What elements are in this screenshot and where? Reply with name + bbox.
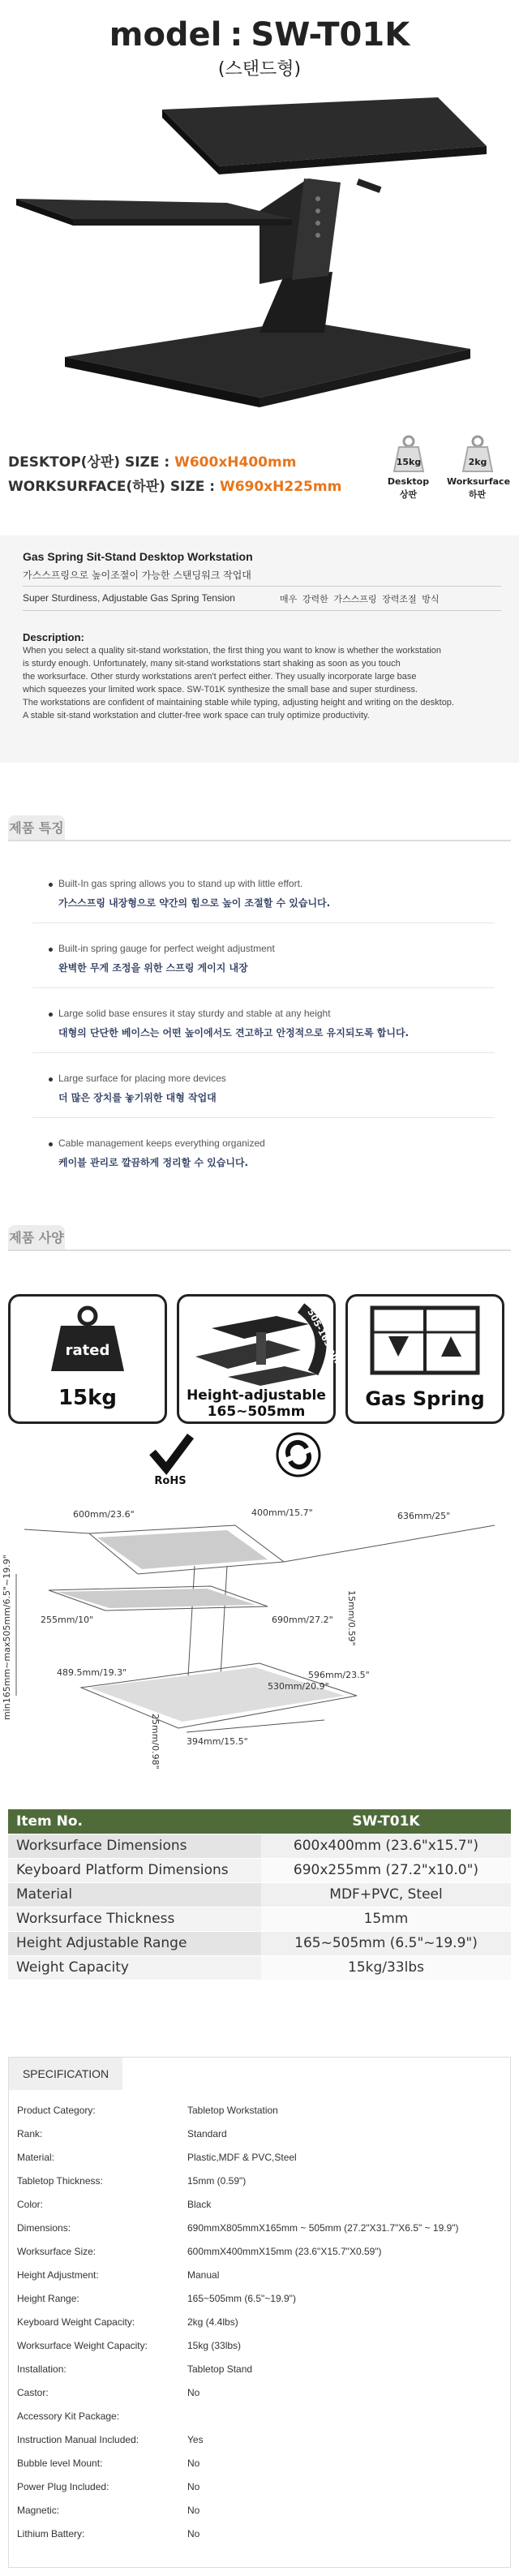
- list-item: [9, 2169, 512, 2192]
- specification-title: SPECIFICATION: [9, 2058, 122, 2090]
- desktop-size: [8, 450, 357, 475]
- bullet-icon: [49, 1142, 53, 1146]
- spec-value: 2kg (4.4lbs): [187, 2316, 238, 2328]
- list-item: [9, 2216, 512, 2239]
- spec-value: 600x400mm (23.6"x15.7"): [261, 1834, 511, 1858]
- spec-key: Worksurface Dimensions: [8, 1834, 261, 1858]
- dim-base-w2: 530mm/20.9": [268, 1681, 329, 1692]
- spec-key: Power Plug Included:: [17, 2481, 109, 2492]
- spec-key: Magnetic:: [17, 2505, 60, 2516]
- table-row: [8, 1955, 511, 1980]
- dim-base-side: 489.5mm/19.3": [57, 1667, 127, 1678]
- feature-en: Large surface for placing more devices: [58, 1073, 226, 1084]
- spec-key: Keyboard Weight Capacity:: [17, 2316, 135, 2328]
- table-row: [8, 1858, 511, 1882]
- spec-value: Plastic,MDF & PVC,Steel: [187, 2152, 297, 2163]
- weight-name: Desktop: [387, 476, 430, 487]
- list-item: [9, 2098, 512, 2122]
- spec-value: No: [187, 2528, 200, 2539]
- tab-spec: 제품 사양: [8, 1225, 65, 1249]
- list-item: [9, 2428, 512, 2451]
- spec-value: 15kg (33lbs): [187, 2340, 242, 2351]
- weight-icon: [11, 1301, 165, 1374]
- spec-value: Tabletop Workstation: [187, 2105, 278, 2116]
- rated-load-card: [8, 1294, 167, 1424]
- spec-key: Worksurface Size:: [17, 2246, 97, 2257]
- height-caption: Height-adjustable: [187, 1387, 326, 1404]
- weight-value: 15kg: [396, 457, 421, 467]
- spec-key: Installation:: [17, 2363, 66, 2375]
- list-item: [9, 2239, 512, 2263]
- feature-ko: 대형의 단단한 베이스는 어떤 높이에서도 견고하고 안정적으로 유지되도록 합니다.: [58, 1027, 410, 1039]
- spec-key: Castor:: [17, 2387, 49, 2398]
- bullet-icon: [49, 1077, 53, 1082]
- spec-table-header: [8, 1809, 511, 1834]
- spec-value: 690mmX805mmX165mm ~ 505mm (27.2"X31.7"X6.5" ~ 19.9"): [187, 2222, 459, 2234]
- spec-value: 600mmX400mmX15mm (23.6"X15.7"X0.59"): [187, 2246, 382, 2257]
- rated-value: 15kg: [58, 1386, 118, 1410]
- description-line: When you select a quality sit-stand workstation, the first thing you want to know is whether the workstation: [23, 646, 442, 656]
- description-title-ko: 가스스프링으로 높이조절이 가능한 스탠딩워크 작업대: [23, 570, 251, 581]
- list-item: [9, 2192, 512, 2216]
- description-line: is sturdy enough. Unfortunately, many sit-stand workstations start shaking as soon as you touch: [23, 659, 401, 669]
- worksurface-size: [8, 475, 357, 499]
- spec-key: Instruction Manual Included:: [17, 2434, 139, 2445]
- spec-table: [8, 1809, 511, 1980]
- spec-key: Tabletop Thickness:: [17, 2175, 103, 2187]
- weight-ko: 상판: [399, 489, 418, 500]
- weight-value: 2kg: [468, 457, 487, 467]
- weight-badges: [378, 434, 516, 523]
- list-item: [9, 2404, 512, 2428]
- spec-header-key: Item No.: [8, 1809, 261, 1834]
- spec-key: Height Adjustable Range: [8, 1931, 261, 1955]
- spec-value: 15mm: [261, 1907, 511, 1931]
- size-block: [8, 450, 357, 499]
- weight-name: Worksurface: [447, 476, 511, 487]
- feature-ko: 가스스프링 내장형으로 약간의 힘으로 높이 조절할 수 있습니다.: [58, 897, 331, 909]
- description-feature-ko: 매우 강력한 가스스프링 장력조절 방식: [280, 594, 440, 604]
- model-subtitle: (스탠드형): [217, 59, 302, 80]
- bullet-icon: [49, 1013, 53, 1017]
- worksurface-size-value: W690xH225mm: [219, 479, 342, 495]
- spec-value: No: [187, 2481, 200, 2492]
- dim-top-width: 600mm/23.6": [73, 1509, 135, 1520]
- list-item: [9, 2498, 512, 2522]
- height-adjust-icon: [179, 1300, 343, 1389]
- spec-value: 165~505mm (6.5"~19.9"): [261, 1931, 511, 1955]
- table-row: [8, 1931, 511, 1955]
- spec-key: Height Range:: [17, 2293, 79, 2304]
- divider: [23, 610, 501, 611]
- gas-spring-card: [345, 1294, 504, 1424]
- model-title: [0, 16, 519, 54]
- list-item: [9, 2357, 512, 2380]
- description-line: which squeezes your limited work space. SW-T01K synthesize the small base and super sturdiness.: [23, 685, 418, 695]
- divider: [23, 586, 501, 587]
- list-item: [9, 2522, 512, 2545]
- specification-list: [9, 2098, 512, 2545]
- dim-top-depth: 400mm/15.7": [251, 1507, 313, 1518]
- feature-item: [32, 1063, 495, 1118]
- spec-value: 15mm (0.59"): [187, 2175, 247, 2187]
- spec-value: 15kg/33lbs: [261, 1955, 511, 1980]
- feature-ko: 완벽한 무게 조정을 위한 스프링 게이지 내장: [58, 962, 248, 974]
- spec-value: Black: [187, 2199, 212, 2210]
- dim-kb-width: 690mm/27.2": [272, 1615, 333, 1625]
- bullet-icon: [49, 948, 53, 952]
- spec-key: Accessory Kit Package:: [17, 2410, 120, 2422]
- spec-value: No: [187, 2458, 200, 2469]
- feature-ko: 케이블 관리로 깔끔하게 정리할 수 있습니다.: [58, 1157, 249, 1168]
- table-row: [8, 1834, 511, 1858]
- spec-key: Keyboard Platform Dimensions: [8, 1858, 261, 1882]
- description-line: A stable sit-stand workstation and clutter-free work space can truly optimize productivity.: [23, 711, 370, 720]
- list-item: [9, 2263, 512, 2286]
- list-item: [9, 2475, 512, 2498]
- rated-label: rated: [65, 1342, 110, 1359]
- spec-value: Standard: [187, 2128, 227, 2139]
- divider: [8, 840, 511, 841]
- spec-key: Rank:: [17, 2128, 43, 2139]
- spec-key: Material: [8, 1882, 261, 1907]
- list-item: [9, 2310, 512, 2333]
- divider: [8, 1249, 511, 1251]
- description-heading: Description:: [23, 631, 84, 643]
- spec-key: Bubble level Mount:: [17, 2458, 103, 2469]
- feature-en: Large solid base ensures it stay sturdy and stable at any height: [58, 1008, 331, 1019]
- desktop-size-label: DESKTOP(상판) SIZE :: [8, 454, 175, 471]
- rohs-checkmark-icon: [146, 1432, 195, 1489]
- spec-header-value: SW-T01K: [261, 1809, 511, 1834]
- height-adjust-card: [177, 1294, 343, 1424]
- feature-en: Cable management keeps everything organized: [58, 1137, 265, 1149]
- weight-icon: [457, 434, 499, 475]
- spec-value: Tabletop Stand: [187, 2363, 253, 2375]
- rohs-label: RoHS: [154, 1475, 187, 1487]
- bullet-icon: [49, 883, 53, 887]
- list-item: [9, 2333, 512, 2357]
- model-label: model: [109, 16, 222, 54]
- spec-key: Lithium Battery:: [17, 2528, 85, 2539]
- spec-key: Material:: [17, 2152, 55, 2163]
- height-badge: 505-165mm: [305, 1307, 343, 1365]
- spec-value: MDF+PVC, Steel: [261, 1882, 511, 1907]
- weight-badge-worksurface: [447, 434, 511, 501]
- feature-en: Built-in spring gauge for perfect weight adjustment: [58, 943, 275, 954]
- tab-features: 제품 특징: [8, 815, 65, 840]
- dim-base-d: 394mm/15.5": [187, 1736, 248, 1747]
- dim-base-h: 25mm/0.98": [150, 1714, 161, 1770]
- list-item: [9, 2451, 512, 2475]
- list-item: [9, 2122, 512, 2145]
- gas-spring-icon: [348, 1300, 502, 1381]
- gas-spring-caption: Gas Spring: [365, 1387, 485, 1410]
- feature-item: [32, 998, 495, 1053]
- desktop-size-value: W600xH400mm: [174, 454, 297, 471]
- dim-height: min165mm~max505mm/6.5"~19.9": [2, 1555, 12, 1720]
- spec-value: No: [187, 2387, 200, 2398]
- feature-item: [32, 868, 495, 923]
- feature-en: Built-In gas spring allows you to stand up with little effort.: [58, 878, 303, 889]
- weight-icon: [388, 434, 430, 475]
- description-line: The workstations are confident of maintaining stable while typing, adjusting height and writing on the desktop.: [23, 698, 454, 707]
- list-item: [9, 2145, 512, 2169]
- weight-ko: 하판: [468, 489, 487, 500]
- dim-kb-depth: 255mm/10": [41, 1615, 94, 1625]
- spec-key: Height Adjustment:: [17, 2269, 99, 2281]
- specification-box: [8, 2057, 511, 2568]
- spec-value: No: [187, 2505, 200, 2516]
- weight-badge-desktop: [378, 434, 439, 501]
- worksurface-size-label: WORKSURFACE(하판) SIZE :: [8, 479, 220, 495]
- feature-ko: 더 많은 장치를 놓기위한 대형 작업대: [58, 1092, 217, 1103]
- dim-base-line: 636mm/25": [397, 1511, 451, 1521]
- model-code: SW-T01K: [251, 16, 410, 54]
- spec-key: Worksurface Thickness: [8, 1907, 261, 1931]
- description-feature-en: Super Sturdiness, Adjustable Gas Spring Tension: [23, 592, 235, 604]
- height-range: 165~505mm: [207, 1404, 306, 1420]
- spec-value: 165~505mm (6.5"~19.9"): [187, 2293, 296, 2304]
- description-line: the worksurface. Other sturdy workstations aren't perfect either. They usually incorporate large base: [23, 672, 417, 682]
- product-image: [16, 89, 503, 406]
- description-section: [0, 535, 519, 763]
- dimension-diagram: [0, 1501, 519, 1770]
- spec-key: Worksurface Weight Capacity:: [17, 2340, 148, 2351]
- spec-key: Weight Capacity: [8, 1955, 261, 1980]
- table-row: [8, 1907, 511, 1931]
- dim-thickness: 15mm/0.59": [346, 1590, 357, 1646]
- description-body: [23, 644, 509, 722]
- spec-value: 690x255mm (27.2"x10.0"): [261, 1858, 511, 1882]
- feature-item: [32, 1128, 495, 1183]
- table-row: [8, 1882, 511, 1907]
- spec-key: Color:: [17, 2199, 44, 2210]
- feature-item: [32, 933, 495, 988]
- recycle-icon: [276, 1432, 321, 1477]
- spec-key: Product Category:: [17, 2105, 96, 2116]
- spec-key: Dimensions:: [17, 2222, 71, 2234]
- list-item: [9, 2286, 512, 2310]
- spec-value: Yes: [187, 2434, 204, 2445]
- dim-base-w1: 596mm/23.5": [308, 1670, 370, 1680]
- model-separator: :: [229, 16, 243, 54]
- spec-value: Manual: [187, 2269, 220, 2281]
- description-title-en: Gas Spring Sit-Stand Desktop Workstation: [23, 550, 253, 563]
- list-item: [9, 2380, 512, 2404]
